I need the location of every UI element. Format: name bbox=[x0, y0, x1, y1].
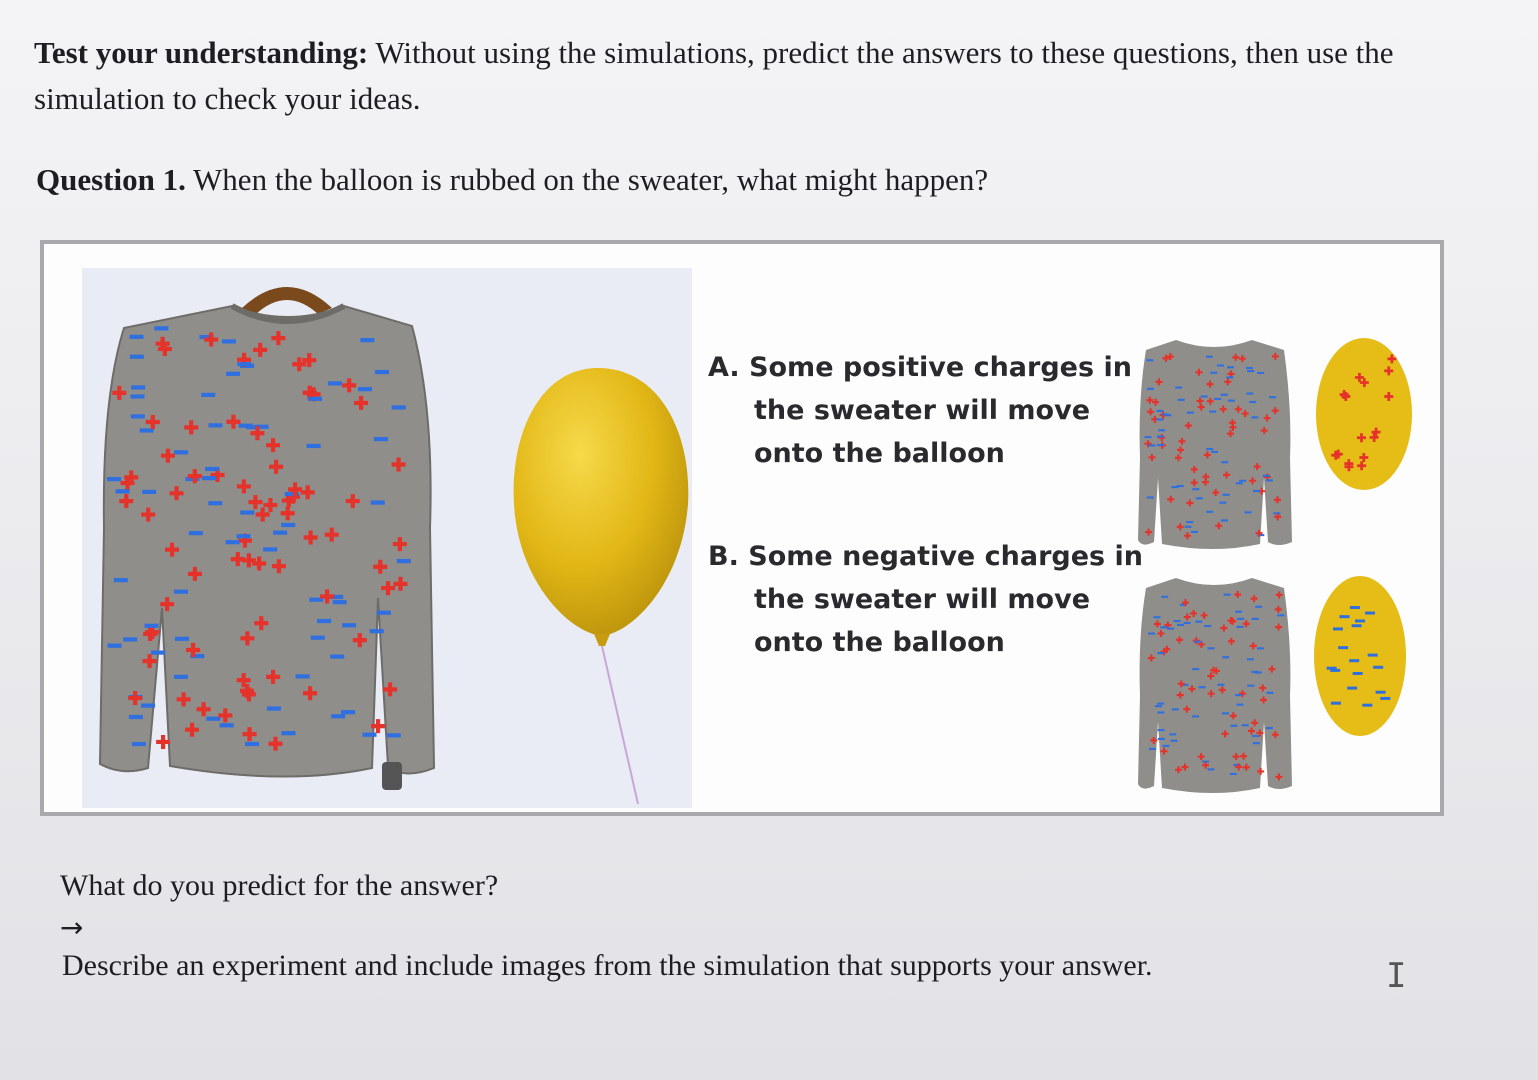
negative-charge-marker bbox=[1227, 366, 1234, 368]
negative-charge-marker bbox=[1247, 685, 1254, 687]
negative-charge-marker bbox=[1269, 396, 1276, 398]
negative-charge-marker bbox=[1249, 401, 1256, 403]
negative-charge-marker bbox=[1338, 646, 1348, 649]
negative-charge-marker bbox=[1153, 616, 1160, 618]
negative-charge-marker bbox=[1327, 667, 1337, 670]
negative-charge-marker bbox=[1231, 725, 1238, 727]
option-a[interactable] bbox=[708, 346, 1148, 475]
negative-charge-marker bbox=[1148, 632, 1155, 634]
negative-charge-marker bbox=[1349, 659, 1359, 662]
negative-charge-marker bbox=[1196, 497, 1203, 499]
negative-charge-marker bbox=[174, 590, 188, 594]
negative-charge-marker bbox=[1266, 479, 1273, 481]
negative-charge-marker bbox=[1192, 715, 1199, 717]
negative-charge-marker bbox=[331, 714, 345, 718]
negative-charge-marker bbox=[1204, 625, 1211, 627]
negative-charge-marker bbox=[1210, 372, 1217, 374]
negative-charge-marker bbox=[1146, 359, 1153, 361]
negative-charge-marker bbox=[1155, 705, 1162, 707]
balloon-body bbox=[514, 368, 689, 636]
negative-charge-marker bbox=[175, 637, 189, 641]
negative-charge-marker bbox=[1169, 733, 1176, 735]
negative-charge-marker bbox=[1157, 652, 1164, 654]
negative-charge-marker bbox=[375, 370, 389, 374]
negative-charge-marker bbox=[1192, 668, 1199, 670]
intro-text: Without using the simulations, predict the answers to these questions, then use the simulation to check your ideas. bbox=[34, 35, 1394, 116]
negative-charge-marker bbox=[145, 624, 159, 628]
negative-charge-marker bbox=[1221, 394, 1228, 396]
negative-charge-marker bbox=[1207, 768, 1214, 770]
negative-charge-marker bbox=[1355, 619, 1365, 622]
negative-charge-marker bbox=[1206, 356, 1213, 358]
negative-charge-marker bbox=[1191, 531, 1198, 533]
negative-charge-marker bbox=[1192, 488, 1199, 490]
negative-charge-marker bbox=[1219, 502, 1226, 504]
negative-charge-marker bbox=[1174, 620, 1181, 622]
negative-charge-marker bbox=[240, 510, 254, 514]
negative-charge-marker bbox=[1347, 687, 1357, 690]
negative-charge-marker bbox=[220, 723, 234, 727]
negative-charge-marker bbox=[151, 650, 165, 654]
negative-charge-marker bbox=[1172, 708, 1179, 710]
negative-charge-marker bbox=[1237, 618, 1244, 620]
negative-charge-marker bbox=[1247, 370, 1254, 372]
question-1-label: Question 1. bbox=[36, 162, 186, 197]
negative-charge-marker bbox=[1339, 615, 1349, 618]
negative-charge-marker bbox=[1246, 367, 1253, 369]
negative-charge-marker bbox=[1160, 626, 1167, 628]
negative-charge-marker bbox=[1239, 480, 1246, 482]
negative-charge-marker bbox=[371, 500, 385, 504]
negative-charge-marker bbox=[1252, 618, 1259, 620]
negative-charge-marker bbox=[1353, 672, 1363, 675]
negative-charge-marker bbox=[1236, 482, 1243, 484]
sweater-tag bbox=[382, 762, 402, 790]
negative-charge-marker bbox=[370, 629, 384, 633]
negative-charge-marker bbox=[296, 674, 310, 678]
negative-charge-marker bbox=[281, 523, 295, 527]
negative-charge-marker bbox=[1147, 388, 1154, 390]
negative-charge-marker bbox=[307, 444, 321, 448]
negative-charge-marker bbox=[1252, 735, 1259, 737]
option-a-illustration bbox=[1136, 328, 1426, 558]
negative-charge-marker bbox=[1171, 740, 1178, 742]
negative-charge-marker bbox=[1178, 399, 1185, 401]
option-b-illustration bbox=[1136, 566, 1426, 806]
negative-charge-marker bbox=[1194, 641, 1201, 643]
describe-prompt: Describe an experiment and include images from the simulation that supports your answer. bbox=[62, 949, 1153, 982]
negative-charge-marker bbox=[1217, 684, 1224, 686]
negative-charge-marker bbox=[1235, 694, 1242, 696]
negative-charge-marker bbox=[201, 393, 215, 397]
negative-charge-marker bbox=[154, 326, 168, 330]
negative-charge-marker bbox=[132, 742, 146, 746]
option-a-line-3: onto the balloon bbox=[754, 438, 1005, 469]
negative-charge-marker bbox=[1362, 704, 1372, 707]
negative-charge-marker bbox=[1263, 475, 1270, 477]
negative-charge-marker bbox=[1217, 364, 1224, 366]
negative-charge-marker bbox=[1148, 444, 1155, 446]
question-1-text: When the balloon is rubbed on the sweater, what might happen? bbox=[185, 162, 989, 197]
negative-charge-marker bbox=[222, 339, 236, 343]
negative-charge-marker bbox=[208, 501, 222, 505]
negative-charge-marker bbox=[142, 490, 156, 494]
negative-charge-marker bbox=[174, 450, 188, 454]
negative-charge-marker bbox=[107, 477, 121, 481]
negative-charge-marker bbox=[141, 703, 155, 707]
negative-charge-marker bbox=[205, 467, 219, 471]
negative-charge-marker bbox=[130, 335, 144, 339]
negative-charge-marker bbox=[341, 710, 355, 714]
negative-charge-marker bbox=[1228, 400, 1235, 402]
negative-charge-marker bbox=[1158, 429, 1165, 431]
negative-charge-marker bbox=[1246, 393, 1253, 395]
negative-charge-marker bbox=[273, 531, 287, 535]
negative-charge-marker bbox=[114, 578, 128, 582]
option-b-letter: B. bbox=[708, 541, 739, 572]
negative-charge-marker bbox=[358, 387, 372, 391]
negative-charge-marker bbox=[1177, 485, 1184, 487]
negative-charge-marker bbox=[1237, 704, 1244, 706]
negative-charge-marker bbox=[1223, 494, 1230, 496]
negative-charge-marker bbox=[1187, 412, 1194, 414]
predict-prompt: What do you predict for the answer? bbox=[60, 869, 499, 902]
negative-charge-marker bbox=[1162, 414, 1169, 416]
negative-charge-marker bbox=[377, 611, 391, 615]
negative-charge-marker bbox=[1185, 526, 1192, 528]
negative-charge-marker bbox=[317, 619, 331, 623]
balloon-image bbox=[510, 364, 700, 814]
negative-charge-marker bbox=[1177, 624, 1184, 626]
negative-charge-marker bbox=[1247, 658, 1254, 660]
negative-charge-marker bbox=[333, 600, 347, 604]
negative-charge-marker bbox=[311, 636, 325, 640]
negative-charge-marker bbox=[1161, 596, 1168, 598]
negative-charge-marker bbox=[1167, 628, 1174, 630]
negative-charge-marker bbox=[1230, 773, 1237, 775]
negative-charge-marker bbox=[1201, 395, 1208, 397]
negative-charge-marker bbox=[245, 742, 259, 746]
negative-charge-marker bbox=[1257, 647, 1264, 649]
negative-charge-marker bbox=[387, 733, 401, 737]
answer-options bbox=[708, 346, 1148, 724]
negative-charge-marker bbox=[1149, 748, 1156, 750]
negative-charge-marker bbox=[1147, 496, 1154, 498]
negative-charge-marker bbox=[174, 675, 188, 679]
negative-charge-marker bbox=[130, 355, 144, 359]
negative-charge-marker bbox=[189, 531, 203, 535]
negative-charge-marker bbox=[397, 559, 411, 563]
negative-charge-marker bbox=[1224, 594, 1231, 596]
negative-charge-marker bbox=[374, 437, 388, 441]
balloon-knot bbox=[594, 634, 610, 646]
option-a-line-2: the sweater will move bbox=[754, 395, 1091, 426]
option-b[interactable] bbox=[708, 535, 1148, 664]
negative-charge-marker bbox=[328, 381, 342, 385]
negative-charge-marker bbox=[1157, 711, 1164, 713]
negative-charge-marker bbox=[129, 715, 143, 719]
negative-charge-marker bbox=[1211, 451, 1218, 453]
question-figure bbox=[40, 240, 1444, 816]
negative-charge-marker bbox=[108, 644, 122, 648]
negative-charge-marker bbox=[1222, 712, 1229, 714]
negative-charge-marker bbox=[1175, 387, 1182, 389]
negative-charge-marker bbox=[363, 733, 377, 737]
negative-charge-marker bbox=[1145, 436, 1152, 438]
negative-charge-marker bbox=[1266, 727, 1273, 729]
negative-charge-marker bbox=[1186, 521, 1193, 523]
negative-charge-marker bbox=[237, 362, 251, 366]
negative-charge-marker bbox=[1237, 626, 1244, 628]
negative-charge-marker bbox=[1331, 702, 1341, 705]
negative-charge-marker bbox=[1157, 444, 1164, 446]
negative-charge-marker bbox=[1277, 614, 1284, 616]
negative-charge-marker bbox=[308, 397, 322, 401]
negative-charge-marker bbox=[131, 414, 145, 418]
negative-charge-marker bbox=[1350, 606, 1360, 609]
intro-label: Test your understanding: bbox=[34, 35, 369, 70]
negative-charge-marker bbox=[1199, 686, 1206, 688]
negative-charge-marker bbox=[1253, 742, 1260, 744]
negative-charge-marker bbox=[131, 385, 145, 389]
negative-charge-marker bbox=[342, 623, 356, 627]
negative-charge-marker bbox=[1206, 448, 1213, 450]
negative-charge-marker bbox=[1242, 724, 1249, 726]
negative-charge-marker bbox=[116, 489, 130, 493]
negative-charge-marker bbox=[226, 540, 240, 544]
negative-charge-marker bbox=[1158, 729, 1165, 731]
negative-charge-marker bbox=[1157, 703, 1164, 705]
option-a-letter: A. bbox=[708, 352, 740, 383]
option-b-line-3: onto the balloon bbox=[754, 627, 1005, 658]
negative-charge-marker bbox=[1257, 372, 1264, 374]
negative-charge-marker bbox=[267, 706, 281, 710]
negative-charge-marker bbox=[1253, 490, 1260, 492]
negative-charge-marker bbox=[1368, 654, 1378, 657]
negative-charge-marker bbox=[1222, 656, 1229, 658]
negative-charge-marker bbox=[1255, 671, 1262, 673]
negative-charge-marker bbox=[1162, 745, 1169, 747]
negative-charge-marker bbox=[1206, 511, 1213, 513]
question-1 bbox=[36, 158, 988, 202]
negative-charge-marker bbox=[1158, 738, 1165, 740]
negative-charge-marker bbox=[1376, 691, 1386, 694]
intro-paragraph bbox=[34, 30, 1524, 122]
answer-arrow[interactable]: → bbox=[60, 911, 84, 944]
hanger-shape bbox=[242, 287, 332, 314]
negative-charge-marker bbox=[1156, 418, 1163, 420]
negative-charge-marker bbox=[123, 637, 137, 641]
option-a-balloon bbox=[1316, 338, 1412, 490]
negative-charge-marker bbox=[392, 405, 406, 409]
negative-charge-marker bbox=[1214, 398, 1221, 400]
option-b-sweater bbox=[1138, 578, 1292, 793]
negative-charge-marker bbox=[1157, 435, 1164, 437]
negative-charge-marker bbox=[1251, 416, 1258, 418]
negative-charge-marker bbox=[1333, 627, 1343, 630]
negative-charge-marker bbox=[1235, 611, 1242, 613]
balloon-string bbox=[602, 646, 638, 804]
negative-charge-marker bbox=[1352, 624, 1362, 627]
negative-charge-marker bbox=[1245, 511, 1252, 513]
sweater-illustration bbox=[82, 268, 522, 808]
negative-charge-marker bbox=[1221, 461, 1228, 463]
text-cursor-icon: I bbox=[1386, 956, 1407, 996]
negative-charge-marker bbox=[330, 655, 344, 659]
option-a-first: Some positive charges in bbox=[749, 352, 1132, 383]
negative-charge-marker bbox=[1209, 411, 1216, 413]
negative-charge-marker bbox=[131, 394, 145, 398]
negative-charge-marker bbox=[1373, 666, 1383, 669]
negative-charge-marker bbox=[1208, 647, 1215, 649]
option-b-balloon bbox=[1314, 576, 1406, 736]
negative-charge-marker bbox=[226, 372, 240, 376]
negative-charge-marker bbox=[1226, 376, 1233, 378]
negative-charge-marker bbox=[209, 423, 223, 427]
negative-charge-marker bbox=[236, 534, 250, 538]
negative-charge-marker bbox=[1266, 692, 1273, 694]
negative-charge-marker bbox=[1184, 622, 1191, 624]
negative-charge-marker bbox=[1365, 612, 1375, 615]
negative-charge-marker bbox=[1195, 621, 1202, 623]
negative-charge-marker bbox=[202, 476, 216, 480]
option-b-line-2: the sweater will move bbox=[754, 584, 1091, 615]
negative-charge-marker bbox=[1221, 519, 1228, 521]
negative-charge-marker bbox=[1380, 697, 1390, 700]
negative-charge-marker bbox=[360, 338, 374, 342]
negative-charge-marker bbox=[281, 731, 295, 735]
negative-charge-marker bbox=[206, 717, 220, 721]
negative-charge-marker bbox=[263, 547, 277, 551]
negative-charge-marker bbox=[1255, 606, 1262, 608]
option-b-first: Some negative charges in bbox=[748, 541, 1143, 572]
